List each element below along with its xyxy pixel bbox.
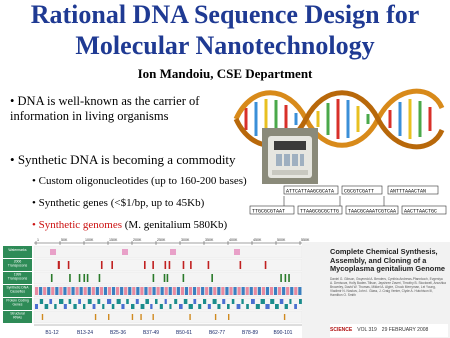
sub-bullet-text-highlight: Synthetic genomes [38,219,123,231]
track-feature [289,299,291,304]
row-label: 1999 [13,272,22,277]
track-feature [201,287,204,295]
ruler-tick-label: 200K [133,238,142,242]
track-feature [40,299,43,304]
track-feature [153,274,155,282]
segment-label: B1-12 [45,330,59,336]
track-feature [141,304,145,309]
track-feature [233,287,236,295]
track-feature [205,287,208,295]
track-feature [121,304,124,309]
track-feature [197,287,200,295]
track-feature [132,314,133,320]
bullet-dna-carrier [10,94,220,124]
sub-bullet-genes [32,197,204,209]
segment-label: B37-49 [142,330,160,336]
track-feature [88,299,92,304]
fragment-text: TTGCGCGTAAT [252,208,286,215]
sub-bullet-text: Synthetic genes (<$1/bp, up to 45Kb) [38,197,205,209]
track-feature [250,287,253,295]
track-feature [217,287,220,295]
track-feature [242,287,245,295]
track-feature [181,287,184,295]
track-feature [209,287,212,295]
track-feature [298,287,301,295]
row-label: Transposons [7,276,28,281]
track-feature [189,304,193,309]
track-feature [73,304,76,309]
row-label: Protein Coding [6,298,29,303]
fragment-text: TTAAGCGCGCTTG [300,208,340,215]
track-feature [84,287,87,295]
track-feature [161,287,164,295]
track-feature [35,304,38,309]
track-row [34,311,302,323]
track-feature [280,274,282,282]
track-feature [64,304,67,309]
track-feature [265,261,267,269]
track-feature [59,299,63,304]
track-feature [51,287,54,295]
track-feature [83,274,85,282]
track-feature [193,287,196,295]
track-feature [59,287,62,295]
track-feature [107,299,111,304]
track-feature [87,274,89,282]
row-label: Transposons [7,263,28,268]
bullet-dot: • [10,152,18,167]
track-feature [155,299,158,304]
row-label: Structural [10,311,25,316]
track-feature [122,249,128,255]
track-feature [288,274,290,282]
segment-label: B90-101 [273,330,293,336]
ruler-tick-label: 400K [229,238,238,242]
track-feature [136,299,139,304]
track-feature [131,304,134,309]
sequence-fragments-figure [248,184,448,228]
track-feature [101,261,103,269]
track-feature [124,287,127,295]
slide-title-line-1: Rational DNA Sequence Design for [30,0,420,29]
track-feature [213,299,217,304]
track-feature [152,287,155,295]
track-feature [47,287,50,295]
track-feature [294,304,297,309]
track-feature [144,287,147,295]
track-row [34,259,302,271]
track-feature [185,287,188,295]
sub-bullet-oligos [32,175,247,187]
track-feature [100,287,103,295]
segment-label: B78-89 [241,330,259,336]
bullet-text: Synthetic DNA is becoming a commodity [17,152,236,167]
track-feature [275,304,279,309]
track-feature [92,287,95,295]
track-feature [35,287,38,295]
track-feature [144,261,146,269]
track-feature [184,299,188,304]
journal-date: 29 FEBRUARY 2008 [381,327,429,333]
fragment-text: TAACGCAAATCGTCAA [348,208,397,215]
track-feature [278,287,281,295]
track-feature [286,287,289,295]
track-feature [189,287,192,295]
track-feature [58,261,60,269]
ruler-tick-label: 550K [301,238,310,242]
track-feature [69,274,71,282]
track-feature [270,299,274,304]
track-feature [173,287,176,295]
track-feature [148,287,151,295]
track-feature [39,287,42,295]
track-feature [228,314,229,320]
track-feature [213,287,216,295]
row-label: Genes [12,302,23,307]
slide-title-line-2: Molecular Nanotechnology [75,31,375,60]
track-feature [270,287,273,295]
row-label: RNAs [13,315,22,320]
track-feature [136,287,139,295]
track-feature [165,299,167,304]
track-feature [256,304,260,309]
track-feature [160,304,163,309]
row-label: Watermarks [8,248,27,252]
track-feature [285,304,288,309]
track-feature [221,287,224,295]
track-feature [190,261,192,269]
ruler-tick-label: 300K [181,238,190,242]
track-feature [232,299,235,304]
ruler-tick-label: 500K [277,238,286,242]
track-feature [240,261,242,269]
track-feature [198,304,201,309]
track-feature [177,287,180,295]
track-feature [80,287,83,295]
ruler-tick-label: 150K [109,238,118,242]
track-feature [93,304,96,309]
track-feature [282,287,285,295]
track-feature [290,287,293,295]
track-feature [104,287,107,295]
track-feature [108,314,109,320]
ruler-tick-label: 50K [61,238,68,242]
track-feature [169,261,171,269]
track-feature [88,287,91,295]
track-feature [280,299,284,304]
track-feature [71,287,74,295]
track-feature [211,274,213,282]
track-feature [128,287,131,295]
track-feature [170,249,176,255]
track-feature [254,287,257,295]
segment-label: B25-36 [109,330,127,336]
author-line: Ion Mandoiu, CSE Department [137,66,313,81]
journal-volume: VOL 319 [357,327,377,333]
track-feature [140,314,141,320]
dna-synthesizer-image [262,128,318,184]
bullet-dot: • [32,219,39,231]
track-feature [42,314,43,320]
track-feature [169,304,171,309]
track-feature [117,299,121,304]
track-feature [234,249,240,255]
track-feature [238,287,241,295]
journal-name: SCIENCE [330,327,353,333]
journal-article-title: Complete Chemical Synthesis, Assembly, and Cloning of a Mycoplasma genitalium Genome [330,247,445,273]
track-feature [262,287,265,295]
track-feature [246,287,249,295]
track-feature [246,304,249,309]
fragment-text: ANTTTAAACTAN [390,188,427,195]
track-feature [157,287,160,295]
segment-label: B50-61 [175,330,193,336]
track-feature [164,274,166,282]
track-feature [174,299,177,304]
track-feature [150,304,152,309]
row-label: 2006 [13,259,22,264]
segment-label: B13-24 [76,330,94,336]
track-feature [203,299,206,304]
track-feature [120,287,123,295]
sub-bullet-text: (M. genitalium 580Kb) [124,219,228,231]
track-feature [69,299,72,304]
track-feature [152,314,153,320]
journal-article-authors: Daniel G. Gibson, Gwynedd A. Benders, Cynthia Andrews-Pfannkoch, Evgeniya A. Denisova, Holly Baden-Tillson, Jayshree Zaveri, Timothy B. Stockwell, Anushka Brownley, David W. Thomas, Mikkel A. Algire, Chuck Merryman, Lei Young, Vladimir N. Noskov, John I. Glass, J. Craig Venter, Clyde A. Hutchison III, Hamilton O. Smith [330,277,446,297]
track-feature [50,249,56,255]
track-feature [294,287,297,295]
bullet-text: DNA is well-known as the carrier of information in living organisms [10,94,200,123]
track-feature [96,287,99,295]
track-feature [111,261,113,269]
track-feature [63,287,66,295]
track-feature [49,299,52,304]
ruler-tick-label: 250K [157,238,166,242]
track-feature [183,261,185,269]
ruler-tick-label: 100K [85,238,94,242]
ruler-tick-label: 350K [205,238,214,242]
track-feature [215,314,216,320]
track-feature [251,299,255,304]
track-feature [126,299,129,304]
track-feature [217,304,220,309]
track-feature [225,287,228,295]
bullet-dot: • [32,197,39,209]
track-feature [108,287,111,295]
track-feature [76,287,79,295]
track-feature [112,304,115,309]
track-feature [258,287,261,295]
bullet-dot: • [32,175,39,187]
track-feature [261,299,265,304]
track-feature [227,304,230,309]
track-feature [222,299,225,304]
sub-bullet-text: Custom oligonucleotides (up to 160-200 bases) [38,175,247,187]
track-feature [237,304,241,309]
track-feature [43,287,46,295]
bullet-dot: • [10,94,18,108]
track-feature [208,304,211,309]
fragment-text: AACTTAACTGC [404,208,438,215]
track-feature [132,287,135,295]
row-label: Synthetic DNA [6,285,29,290]
track-feature [179,304,183,309]
track-feature [51,274,53,282]
track-feature [265,304,269,309]
track-feature [229,287,232,295]
track-feature [99,274,101,282]
track-feature [208,261,210,269]
track-feature [78,299,81,304]
track-row [34,246,302,258]
track-feature [285,274,287,282]
track-feature [83,304,85,309]
track-feature [266,287,269,295]
track-feature [274,287,277,295]
track-feature [189,314,190,320]
track-feature [165,287,168,295]
track-feature [152,261,154,269]
track-feature [169,287,172,295]
fragment-text: CGCGTCGATT [344,188,375,195]
track-feature [55,287,58,295]
track-feature [112,287,115,295]
track-feature [67,287,70,295]
journal-footer [330,324,448,337]
track-feature [183,274,185,282]
row-label: Cassettes [9,289,26,294]
track-feature [97,299,100,304]
track-feature [167,274,169,282]
track-feature [102,304,104,309]
genome-map-figure [2,236,310,336]
ruler-tick-label: 1 [37,238,39,242]
ruler-tick-label: 450K [253,238,262,242]
track-feature [79,274,81,282]
track-feature [116,287,119,295]
segment-label: B62-77 [208,330,226,336]
track-feature [165,261,167,269]
sub-bullet-genomes [32,219,227,231]
track-feature [68,261,70,269]
fragment-text: ATTCATTAAGCGCATA [286,188,335,195]
track-feature [193,299,196,304]
bullet-synthetic-dna [10,152,236,168]
track-feature [241,299,243,304]
track-feature [284,314,285,320]
track-feature [140,287,143,295]
track-feature [95,314,96,320]
track-feature [54,304,56,309]
track-feature [145,299,149,304]
track-feature [45,304,49,309]
